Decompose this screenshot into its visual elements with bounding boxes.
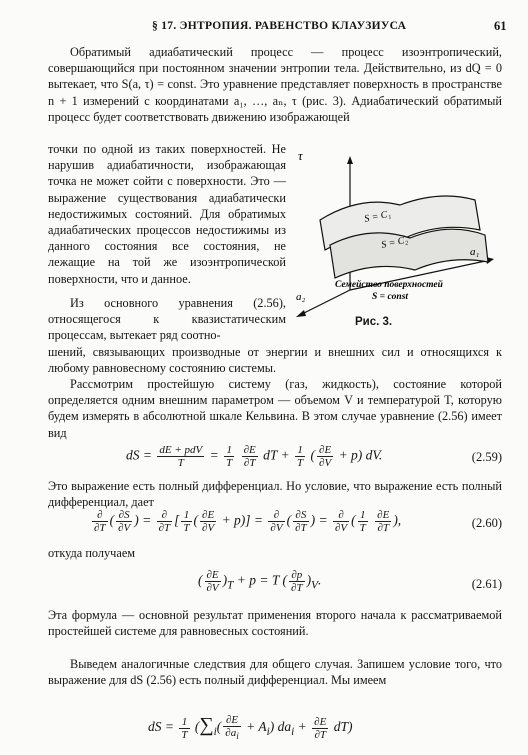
equation-number-2-59: (2.59)	[471, 450, 502, 464]
paragraph-3: Рассмотрим простейшую систему (газ, жидкость), состояние которой определяется одним внешним параметром — объемом V и температурой T, которую будем измерять в абсолютной шкале Кельвина. В этом случае уравнение (2.56) имеет вид	[48, 377, 502, 440]
figure-caption: Рис. 3.	[355, 316, 393, 328]
equation-2-60-body: ∂ ∂T ( $\frac{\partial S}{\partial V}$ ) = ∂ ∂T [ $\frac{1}{T}$ ( $\frac{\partial E}{\partial V}$ + p)] = ∂ ∂V ( $\frac{\partial S}{\partial T}$ ) = ∂ ∂V ( $\frac{1}{T}$ $\frac{\partial E}{\partial T}$ ),	[94, 509, 402, 534]
equation-number-2-61: (2.61)	[471, 577, 502, 591]
page-number: 61	[494, 19, 507, 33]
paragraph-5: откуда получаем	[48, 546, 136, 560]
wrap-paragraph-2: Из основного уравнения (2.56), относящегося к квазистатическим процессам, вытекает ряд соотно-	[48, 296, 286, 343]
family-label-line1: Семейство поверхностей	[335, 280, 443, 290]
paragraph-1: Обратимый адиабатический процесс — процесс изоэнтропический, совершающийся при постоянном значении энтропии тела. Действительно, из dQ = 0 вытекает, что S(a, τ) = const. Это уравнение представляет поверхность в пространстве n + 1 измерений с координатами a₁, …, aₙ, τ (рис. 3). Адиабатический обратимый процесс будет соответствовать движению изображающей	[48, 45, 502, 124]
wrap-paragraph-1: точки по одной из таких поверхностей. Не нарушив адиабатичности, изображающая точка не может сойти с поверхности. Это — выражение существования адиабатически недостижимых состояний. Для обратимых адиабатических процессов недостижимы из данного состояния все состояния, не лежащие на той же изоэнтропической поверхности, что и данное.	[48, 142, 286, 286]
a2-axis	[300, 290, 350, 315]
tau-arrow	[347, 156, 353, 164]
surface-label-1: S = C₁	[363, 208, 392, 225]
paragraph-7: Выведем аналогичные следствия для общего случая. Запишем условие того, что выражение для dS (2.56) есть полный дифференциал. Мы имеем	[48, 657, 502, 688]
section-title: § 17. ЭНТРОПИЯ. РАВЕНСТВО КЛАУЗИУСА	[152, 20, 407, 32]
family-label-line2: S = const	[372, 292, 409, 302]
a1-label: a₁	[470, 246, 480, 258]
page-header	[0, 20, 528, 40]
equation-2-60	[48, 504, 502, 544]
equation-2-59-body: dS = dE + pdV T = $\frac{1}{T}$ $\frac{\partial E}{\partial T}$ dT + $\frac{1}{T}$ ( $\frac{\partial E}{\partial V}$ + p) dV.	[126, 444, 383, 469]
a2-arrow	[296, 310, 306, 317]
figure-3-surfaces	[290, 150, 502, 330]
a2-label: a₂	[296, 291, 306, 303]
equation-2-61-body: ( $\frac{\partial E}{\partial V}$ )$_T + p = T$ ( $\frac{\partial p}{\partial T}$ )$_V$.	[198, 569, 322, 594]
tau-label: τ	[298, 150, 303, 163]
equation-number-2-60: (2.60)	[471, 516, 502, 530]
paragraph-6: Эта формула — основной результат применения второго начала к рассматриваемой простейшей системе для равновесных состояний.	[48, 608, 502, 639]
paragraph-4: Это выражение есть полный дифференциал. Но условие, что выражение есть полный дифференциал, дает	[48, 479, 502, 510]
equation-2-59-lhs: dS =	[126, 447, 152, 463]
equation-2-59	[48, 440, 502, 476]
equation-general-ds-body: dS = $\frac{1}{T}$ ($\sum_i$( $\frac{\partial E}{\partial a_i}$ + $A_i$) $da_i$ + $\frac{\partial E}{\partial T}$ dT)	[148, 714, 353, 742]
equation-general-ds	[48, 710, 502, 750]
surface-label-2: S = C₂	[380, 234, 409, 251]
equation-2-61	[48, 563, 502, 603]
paragraph-2: шений, связывающих производные от энергии и внешних сил и относящихся к любому равновесному состоянию системы.	[48, 345, 502, 376]
